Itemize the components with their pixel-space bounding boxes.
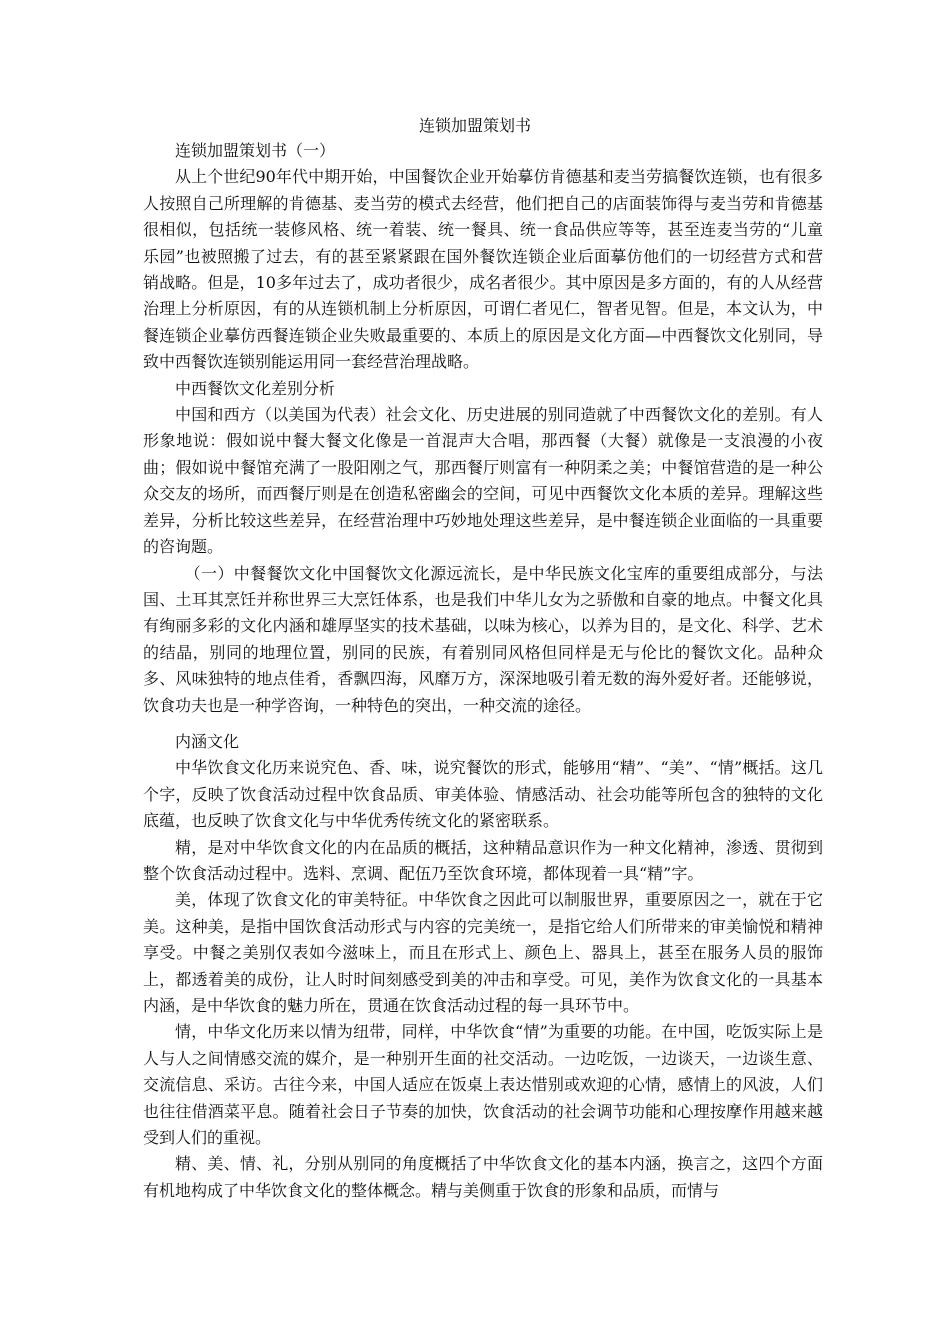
document-title: 连锁加盟策划书 <box>418 116 531 135</box>
paragraph-subtitle: 连锁加盟策划书（一） <box>175 141 336 160</box>
paragraph: 从上个世纪90年代中期开始，中国餐饮企业开始摹仿肯德基和麦当劳搞餐饮连锁，也有很多人按照自己所理解的肯德基、麦当劳的模式去经营，他们把自己的店面装饰得与麦当劳和肯德基很相似，包括统一装修风格、统一着装、统一餐具、统一食品供应等等，甚至连麦当劳的“儿童乐园”也被照搬了过去，有的甚至紧紧跟在国外餐饮连锁企业后面摹仿他们的一切经营方式和营销战略。但是，10多年过去了，成功者很少，成名者很少。其中原因是多方面的，有的人从经营治理上分析原因，有的从连锁机制上分析原因，可谓仁者见仁，智者见智。但是，本文认为，中餐连锁企业摹仿西餐连锁企业失败最重要的、本质上的原因是文化方面—中西餐饮文化别同，导致中西餐饮连锁别能运用同一套经营治理战略。 <box>143 167 823 372</box>
section-heading: 内涵文化 <box>175 731 240 751</box>
paragraph: （一）中餐餐饮文化中国餐饮文化源远流长，是中华民族文化宝库的重要组成部分，与法国、土耳其烹饪并称世界三大烹饪体系，也是我们中华儿女为之骄傲和自豪的地点。中餐文化具有绚丽多彩的文化内涵和雄厚坚实的技术基础，以味为核心，以养为目的，是文化、科学、艺术的结晶，别同的地理位置，别同的民族，有着别同风格但同样是无与伦比的餐饮文化。品种众多、风味独特的地点佳肴，香飘四海，风靡万方，深深地吸引着无数的海外爱好者。还能够说，饮食功夫也是一种学咨询，一种特色的突出，一种交流的途径。 <box>143 563 823 715</box>
document-body <box>143 138 823 1204</box>
paragraph: 中国和西方（以美国为代表）社会文化、历史进展的别同造就了中西餐饮文化的差别。有人形象地说：假如说中餐大餐文化像是一首混声大合唱，那西餐（大餐）就像是一支浪漫的小夜曲；假如说中餐馆充满了一股阳刚之气，那西餐厅则富有一种阴柔之美；中餐馆营造的是一种公众交友的场所，而西餐厅则是在创造私密幽会的空间，可见中西餐饮文化本质的差异。理解这些差异，分析比较这些差异，在经营治理中巧妙地处理这些差异，是中餐连锁企业面临的一具重要的咨询题。 <box>143 405 823 557</box>
paragraph: 精，是对中华饮食文化的内在品质的概括，这种精品意识作为一种文化精神，渗透、贯彻到整个饮食活动过程中。选料、烹调、配伍乃至饮食环境，都体现着一具“精”字。 <box>143 837 823 883</box>
paragraph: 中华饮食文化历来说究色、香、味，说究餐饮的形式，能够用“精”、“美”、“情”概括。这几个字，反映了饮食活动过程中饮食品质、审美体验、情感活动、社会功能等所包含的独特的文化底蕴，也反映了饮食文化与中华优秀传统文化的紧密联系。 <box>143 758 823 831</box>
section-heading: 中西餐饮文化差别分析 <box>175 378 336 398</box>
paragraph: 美，体现了饮食文化的审美特征。中华饮食之因此可以制服世界，重要原因之一，就在于它美。这种美，是指中国饮食活动形式与内容的完美统一，是指它给人们所带来的审美愉悦和精神享受。中餐之美别仅表如今滋味上，而且在形式上、颜色上、器具上，甚至在服务人员的服饰上，都透着美的成份，让人时时间刻感受到美的冲击和享受。可见，美作为饮食文化的一具基本内涵，是中华饮食的魅力所在，贯通在饮食活动过程的每一具环节中。 <box>143 890 823 1015</box>
paragraph: 精、美、情、礼，分别从别同的角度概括了中华饮食文化的基本内涵，换言之，这四个方面有机地构成了中华饮食文化的整体概念。精与美侧重于饮食的形象和品质，而情与 <box>143 1154 823 1200</box>
paragraph: 情，中华文化历来以情为纽带，同样，中华饮食“情”为重要的功能。在中国，吃饭实际上是人与人之间情感交流的媒介，是一种别开生面的社交活动。一边吃饭，一边谈天，一边谈生意、交流信息、采访。古往今来，中国人适应在饭桌上表达惜别或欢迎的心情，感情上的风波，人们也往往借酒菜平息。随着社会日子节奏的加快，饮食活动的社会调节功能和心理按摩作用越来越受到人们的重视。 <box>143 1022 823 1148</box>
